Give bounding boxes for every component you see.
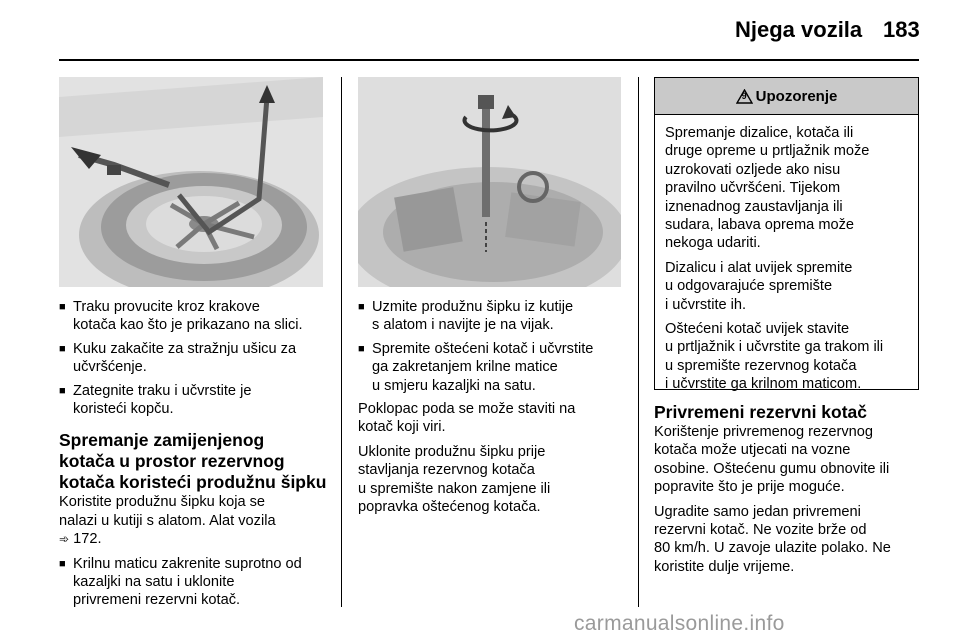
- section-text: Koristite produžnu šipku koja se nalazi u kutiji s alatom. Alat vozila: [59, 494, 276, 529]
- warning-title: Upozorenje: [755, 87, 838, 105]
- section-paragraph: [59, 493, 334, 548]
- list-item: [59, 340, 334, 377]
- watermark: carmanualsonline.info: [574, 612, 785, 635]
- bullet-square-icon: ■: [59, 557, 66, 570]
- list-item-text: Traku provucite kroz krakove kotača kao što je prikazano na slici.: [73, 299, 303, 334]
- warning-body: [655, 115, 918, 394]
- extension-rod-illustration: [358, 77, 621, 287]
- warning-number: 9: [741, 90, 747, 101]
- bullet-square-icon: ■: [59, 384, 66, 397]
- bullet-square-icon: ■: [358, 301, 365, 313]
- page-reference-link[interactable]: 172.: [73, 531, 102, 548]
- page-number: 183: [883, 17, 920, 42]
- warning-paragraph: Dizalicu i alat uvijek spremite u odgovarajuće spremište i učvrstite ih.: [665, 259, 853, 313]
- warning-box: [654, 77, 919, 393]
- list-item: [59, 555, 334, 610]
- warning-triangle-icon: [736, 89, 753, 104]
- column-divider-1: [341, 77, 342, 607]
- bullet-square-icon: ■: [59, 301, 66, 313]
- warning-paragraph: Oštećeni kotač uvijek stavite u prtljažnik i učvrstite ga trakom ili u spremište rezervnog kotača i učvrstite ga krilnom maticom.: [665, 321, 884, 393]
- column-3: [654, 396, 924, 582]
- warning-header: [655, 78, 918, 115]
- bullet-square-icon: ■: [59, 342, 66, 355]
- list-item: [59, 382, 334, 419]
- reference-arrow-icon: ➾: [59, 532, 70, 547]
- section-heading: Privremeni rezervni kotač: [654, 402, 868, 422]
- list-item: [358, 298, 633, 335]
- list-item: [358, 340, 633, 395]
- list-item-text: Uzmite produžnu šipku iz kutije s alatom i navijte je na vijak.: [372, 299, 574, 334]
- list-item-text: Spremite oštećeni kotač i učvrstite ga zakretanjem krilne matice u smjeru kazaljki na satu.: [372, 340, 594, 394]
- body-paragraph: Ugradite samo jedan privremeni rezervni kotač. Ne vozite brže od 80 km/h. U zavoje ulazite polako. Ne koristite dulje vrijeme.: [654, 503, 891, 575]
- column-2: [358, 298, 633, 522]
- list-item: [59, 298, 334, 335]
- body-paragraph: Uklonite produžnu šipku prije stavljanja rezervnog kotača u spremište nakon zamjene ili popravka oštećenog kotača.: [358, 443, 551, 516]
- bullet-square-icon: ■: [358, 342, 365, 355]
- list-item-text: Kuku zakačite za stražnju ušicu za učvršćenje.: [73, 340, 297, 376]
- list-item-text: Krilnu maticu zakrenite suprotno od kazaljki na satu i uklonite privremeni rezervni kotač.: [73, 555, 302, 609]
- warning-paragraph: Spremanje dizalice, kotača ili druge opreme u prtljažnik može uzrokovati ozljede ako nisu pravilno učvršćeni. Tijekom iznenadnog zaustavljanja ili sudara, labava oprema može nekoga udariti.: [665, 125, 870, 252]
- section-heading: Spremanje zamijenjenog kotača u prostor rezervnog kotača koristeći produžnu šipku: [59, 430, 327, 493]
- list-item-text: Zategnite traku i učvrstite je koristeći kopču.: [73, 382, 252, 418]
- column-divider-2: [638, 77, 639, 607]
- column-1: [59, 298, 334, 615]
- spare-wheel-strap-illustration: [59, 77, 323, 287]
- body-paragraph: Korištenje privremenog rezervnog kotača može utjecati na vozne osobine. Oštećenu gumu obnovite ili popravite što je prije moguće.: [654, 424, 890, 496]
- body-paragraph: Poklopac poda se može staviti na kotač koji viri.: [358, 401, 576, 436]
- running-header-title: Njega vozila: [735, 17, 863, 42]
- header-rule: [59, 59, 919, 61]
